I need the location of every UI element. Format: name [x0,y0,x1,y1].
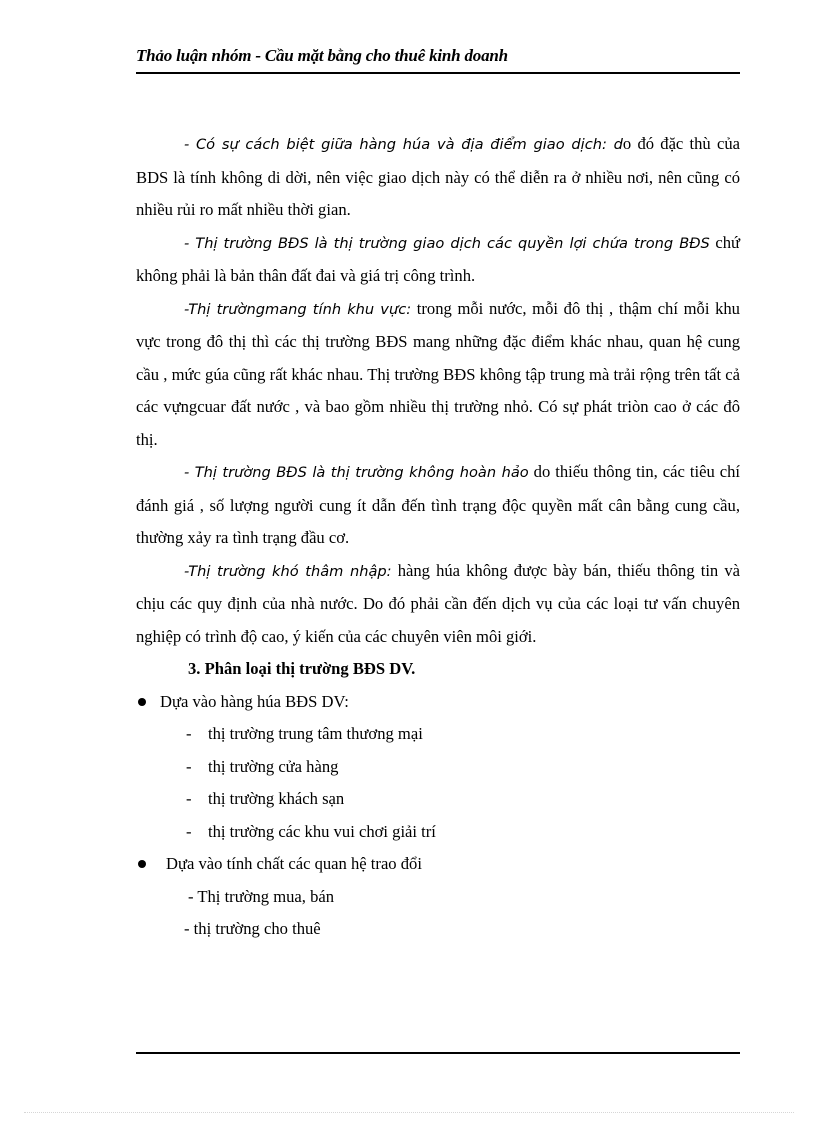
paragraph-rights-market [136,227,740,293]
bullet-item [136,848,740,881]
list-item-text: thị trường các khu vui chơi giải trí [208,821,436,841]
footer-rule [136,1052,740,1054]
list-item: - Thị trường mua, bán [188,886,335,906]
dash-marker: - [186,821,192,841]
list-item-text: thị trường khách sạn [208,789,345,808]
section-heading: 3. Phân loại thị trường BĐS DV. [188,659,416,678]
paragraph-imperfect-market [136,456,740,555]
list-item-text: thị trường cửa hàng [208,756,339,776]
dash-marker: - [186,789,192,808]
paragraph-lead: -Thị trường khó thâm nhập: [184,562,392,580]
bullet-dot-icon [138,860,146,868]
paragraph-separation [136,128,740,227]
page-bottom-edge [24,1112,794,1113]
paragraph-text: trong mỗi nước, mỗi đô thị , thậm chí mỗi khu vực trong đô thị thì các thị trường BĐS mang những đặc điểm khác nhau, quan hệ cung cầu , mức gúa cũng rất khác nhau. Thị trường BĐS không tập trung mà trải rộng trên tất cả các vựngcuar đất nước , và bao gồm nhiều thị trường nhỏ. Có sự phát triòn cao ở các đô thị. [136,298,740,449]
document-body [136,128,740,946]
paragraph-regional-market [136,293,740,457]
paragraph-text: hàng húa không được bày bán, thiếu thông tin và chịu các quy định của nhà nước. Do đó phải cần đến dịch vụ của các loại tư vấn chuyên nghiệp có trình độ cao, ý kiến của các chuyên viên môi giới. [136,560,740,646]
bullet-label: Dựa vào hàng húa BĐS DV: [160,691,349,711]
bullet-dot-icon [138,698,146,706]
page-header [136,44,740,74]
paragraph-text: chứ không phải là bản thân đất đai và giá trị công trình. [136,232,740,285]
paragraph-text: do thiếu thông tin, các tiêu chí đánh giá , số lượng người cung ít dẫn đến tình trạng độc quyền mất cân bằng cung cầu, thường xảy ra tình trạng đầu cơ. [136,462,740,547]
paragraph-lead: -Thị trườngmang tính khu vực: [184,300,412,318]
list-item [136,718,740,751]
list-item [136,783,740,816]
paragraph-lead: - Có sự cách biệt giữa hàng húa và địa điểm giao dịch: d [184,136,623,153]
paragraph-hard-entry [136,555,740,654]
dash-marker: - [186,724,192,743]
paragraph-text: o đó đặc thù của BDS là tính không di dời, nên việc giao dịch này có thể diễn ra ở nhiều nơi, nên cũng có nhiều rủi ro mất nhiều thời gian. [136,134,740,219]
list-item [136,816,740,849]
list-item-text: thị trường trung tâm thương mại [208,724,423,743]
bullet-item [136,686,740,719]
paragraph-lead: - Thị trường BĐS là thị trường giao dịch các quyền lợi chứa trong BĐS [184,234,710,252]
dash-marker: - [186,756,192,776]
paragraph-lead: - Thị trường BĐS là thị trường không hoàn hảo [184,464,529,481]
list-item: - thị trường cho thuê [184,919,321,938]
list-item [136,751,740,784]
bullet-label: Dựa vào tính chất các quan hệ trao đổi [166,854,422,873]
header-title: Thảo luận nhóm - Cầu mặt bằng cho thuê kinh doanh [136,46,508,65]
